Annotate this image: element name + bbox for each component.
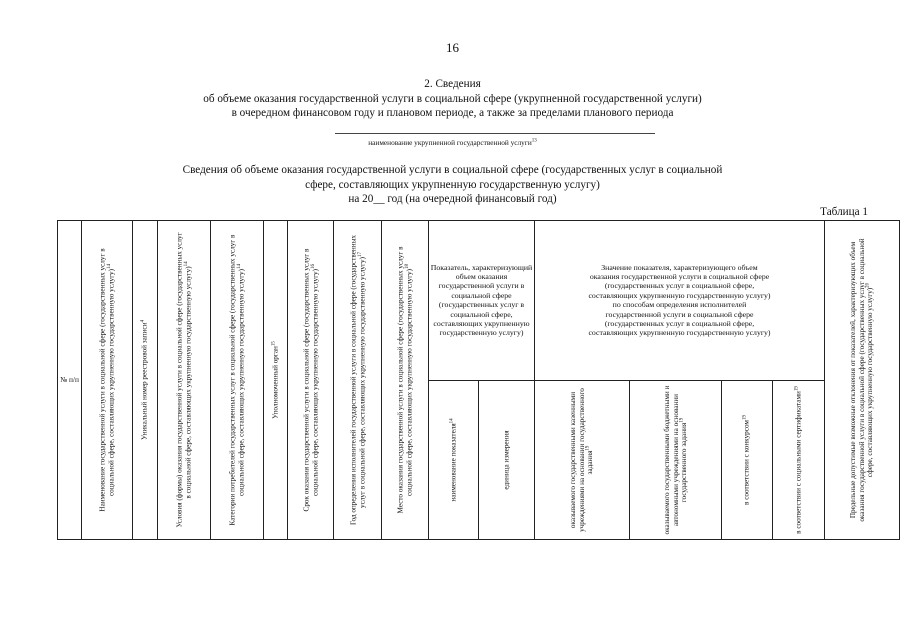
heading-line-2: об объеме оказания государственной услуги в социальной сфере (укрупненной государственной услуги) <box>203 92 702 105</box>
heading-line-1: 2. Сведения <box>424 78 481 90</box>
heading-line-3: в очередном финансовом году и плановом периоде, а также за пределами планового периода <box>231 107 674 119</box>
header-conditions: Условия (формы) оказания государственной услуги в социальной сфере (государственных услуг в социальной сфере, составляющих укрупненную государственную услугу)$^{14}$ <box>158 221 211 540</box>
page-number: 16 <box>446 40 459 55</box>
header-by-tender: в соответствии с конкурсом$^{19}$ <box>722 380 773 540</box>
header-value-group <box>535 221 825 381</box>
table-heading-line-3: на 20__ год (на очередной финансовый год) <box>348 193 557 205</box>
service-name-underline <box>335 133 655 134</box>
value-group-line-2: оказания государственной услуги в социальной сфере <box>589 272 770 282</box>
header-service-place: Место оказания государственной услуги в социальной сфере (государственных услуг в социальной сфере, составляющих укрупненную государственную услугу)$^{18}$ <box>382 221 429 540</box>
header-unit: единица измерения <box>479 380 535 540</box>
header-service-term: Срок оказания государственной услуги в социальной сфере (государственных услуг в социальной сфере, составляющих укрупненную государственную услугу)$^{16}$ <box>288 221 334 540</box>
header-budget-institutions: оказываемого государственными бюджетными и автономными учреждениями на основании государственного задания$^{19}$ <box>630 380 722 540</box>
table-label: Таблица 1 <box>820 206 868 218</box>
header-authorized-body: Уполномоченный орган$^{15}$ <box>264 221 288 540</box>
header-by-certificates: в соответствии с социальными сертификатами$^{19}$ <box>773 380 825 540</box>
header-indicator-group: Показатель, характеризующий объем оказания государственной услуги в социальной сфере (государственных услуг в социальной сфере, составляющих укрупненную государственную услугу) <box>429 221 535 381</box>
value-group-line-1: Значение показателя, характеризующего объем <box>601 262 758 272</box>
table-heading <box>110 163 795 207</box>
header-registry-number: Уникальный номер реестровой записи$^4$ <box>133 221 158 540</box>
header-determination-year: Год определения исполнителей государственной услуги в социальной сфере (государственных услуг в социальной сфере, составляющих укрупненную государственную услугу)$^{17}$ <box>334 221 382 540</box>
header-indicator-name: наименование показателя$^{14}$ <box>429 380 479 540</box>
value-group-line-4: составляющих укрупненную государственную услугу) <box>588 290 771 300</box>
header-kazen-institutions: оказываемого государственными казенными учреждениями на основании государственного задания$^{19}$ <box>535 380 630 540</box>
header-consumer-categories: Категории потребителей государственных услуг в социальной сфере (государственных услуг в социальной сфере, составляющих укрупненную государственную услугу)$^{14}$ <box>211 221 264 540</box>
table-heading-line-2: сфере, составляющих укрупненную государственную услугу) <box>305 178 600 191</box>
value-group-line-6: государственной услуги в социальной сфере <box>605 309 754 319</box>
value-group-line-7: (государственных услуг в социальной сфере, <box>604 319 755 329</box>
header-num: № п/п <box>58 221 82 540</box>
service-name-caption: наименование укрупненной государственной услуги$^{13}$ <box>368 138 537 147</box>
value-group-line-8: составляющих укрупненную государственную услугу) <box>588 328 771 338</box>
header-allowed-deviations: Предельные допустимые возможные отклонения от показателей, характеризующих объем оказания государственной услуги в социальной сфере (государственных услуг в социальной сфере, составляющих укрупненную государственную услугу)$^{20}$ <box>825 221 900 540</box>
value-group-line-5: по способам определения исполнителей <box>612 300 747 310</box>
section-heading <box>0 77 905 121</box>
table-heading-line-1: Сведения об объеме оказания государственной услуги в социальной сфере (государственных услуг в социальной <box>182 164 723 176</box>
value-group-line-3: (государственных услуг в социальной сфере, <box>604 281 755 291</box>
header-service-name: Наименование государственной услуги в социальной сфере (государственных услуг в социальной сфере, составляющих укрупненную государственную услугу)$^{14}$ <box>82 221 133 540</box>
volume-table <box>57 220 900 540</box>
